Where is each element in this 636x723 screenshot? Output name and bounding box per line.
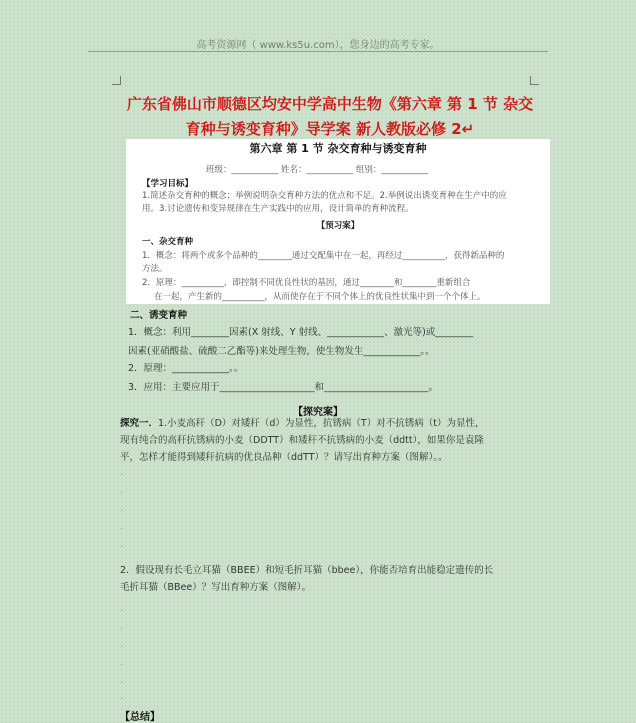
embedded-worksheet-image [126, 139, 550, 304]
objectives-heading: 【学习目标】 [142, 179, 194, 189]
header-rule [88, 51, 548, 52]
inquiry-question-2 [120, 562, 550, 596]
hybrid-breeding-heading: 一、杂交育种 [142, 237, 194, 247]
answer-blank-line: . [120, 522, 123, 532]
hybrid-principle-line-1: 2．原理：__________，即控制不同优良性状的基因，通过________和________重新组合 [142, 278, 471, 288]
objective-line-1: 1.简述杂交育种的概念；举例说明杂交育种方法的优点和不足。2.举例说出诱变育种在生产中的应 [142, 191, 507, 201]
mutation-principle: 2．原理：____________。。 [128, 363, 244, 374]
answer-blank-line: . [120, 658, 123, 668]
inquiry-heading: 【探究案】 [293, 407, 343, 418]
preview-heading: 【预习案】 [316, 221, 360, 231]
worksheet-title: 第六章 第 1 节 杂交育种与诱变育种 [249, 142, 427, 155]
title-line-2: 育种与诱变育种》导学案 新人教版必修 2↵ [185, 120, 475, 138]
answer-blank-line: . [120, 622, 123, 632]
inquiry-label-1: 探究一． [120, 418, 159, 429]
class-name-group-row: 班级：___________ 姓名：___________ 组别：___________ [206, 165, 429, 175]
answer-blank-line: . [120, 540, 123, 550]
answer-blank-line: . [120, 640, 123, 650]
title-line-1: 广东省佛山市顺德区均安中学高中生物《第六章 第 1 节 杂交 [126, 95, 534, 113]
answer-blank-line: . [120, 468, 123, 478]
mutation-breeding-heading: 二、诱变育种 [130, 310, 188, 321]
hybrid-concept-line-2: 方法。 [142, 264, 168, 274]
mutation-application: 3．应用：主要应用于____________________和______________________。 [128, 382, 439, 393]
document-title [120, 92, 540, 142]
answer-blank-line: . [120, 676, 123, 686]
mutation-concept-line-1: 1．概念：利用________因素(X 射线、Y 射线、____________、激光等)或________ [128, 327, 474, 338]
hybrid-principle-line-2: 在一起，产生新的__________，从而使存在于不同个体上的优良性状集中到一个个体上。 [154, 292, 486, 302]
objective-line-2: 用。3.讨论遗传和变异规律在生产实践中的应用，设计简单的育种流程。 [142, 204, 414, 214]
question-2-line-1: 2．假设现有长毛立耳猫（BBEE）和短毛折耳猫（bbee），你能否培育出能稳定遗传的长 [120, 565, 494, 576]
summary-heading: 【总结】 [120, 712, 160, 723]
answer-blank-line: . [120, 692, 123, 702]
question-2-line-2: 毛折耳猫（BBee）？写出育种方案（图解）。 [120, 582, 311, 593]
inquiry-question-1 [120, 415, 550, 466]
question-1-line-3: 平，怎样才能得到矮秆抗病的优良品种（ddTT）？请写出育种方案（图解）。。 [120, 452, 448, 463]
corner-mark-top-right [530, 76, 539, 85]
corner-mark-top-left [112, 76, 121, 85]
mutation-concept-line-2: 因素(亚硝酸盐、硫酸二乙酯等)来处理生物，使生物发生____________。。 [128, 346, 435, 357]
question-1-text-1: 1.小麦高秆（D）对矮秆（d）为显性，抗锈病（T）对不抗锈病（t）为显性， [158, 418, 485, 429]
question-1-line-2: 现有纯合的高秆抗锈病的小麦（DDTT）和矮秆不抗锈病的小麦（ddtt），如果你是袁隆 [120, 435, 484, 446]
answer-blank-line: . [120, 486, 123, 496]
hybrid-concept-line-1: 1．概念：将两个或多个品种的________通过交配集中在一起，再经过__________，获得新品种的 [142, 251, 505, 261]
question-1-line-1 [120, 415, 550, 432]
page-header: 高考资源网（ www.ks5u.com），您身边的高考专家。 [196, 40, 440, 51]
answer-blank-line: . [120, 504, 123, 514]
answer-blank-line: . [120, 604, 123, 614]
